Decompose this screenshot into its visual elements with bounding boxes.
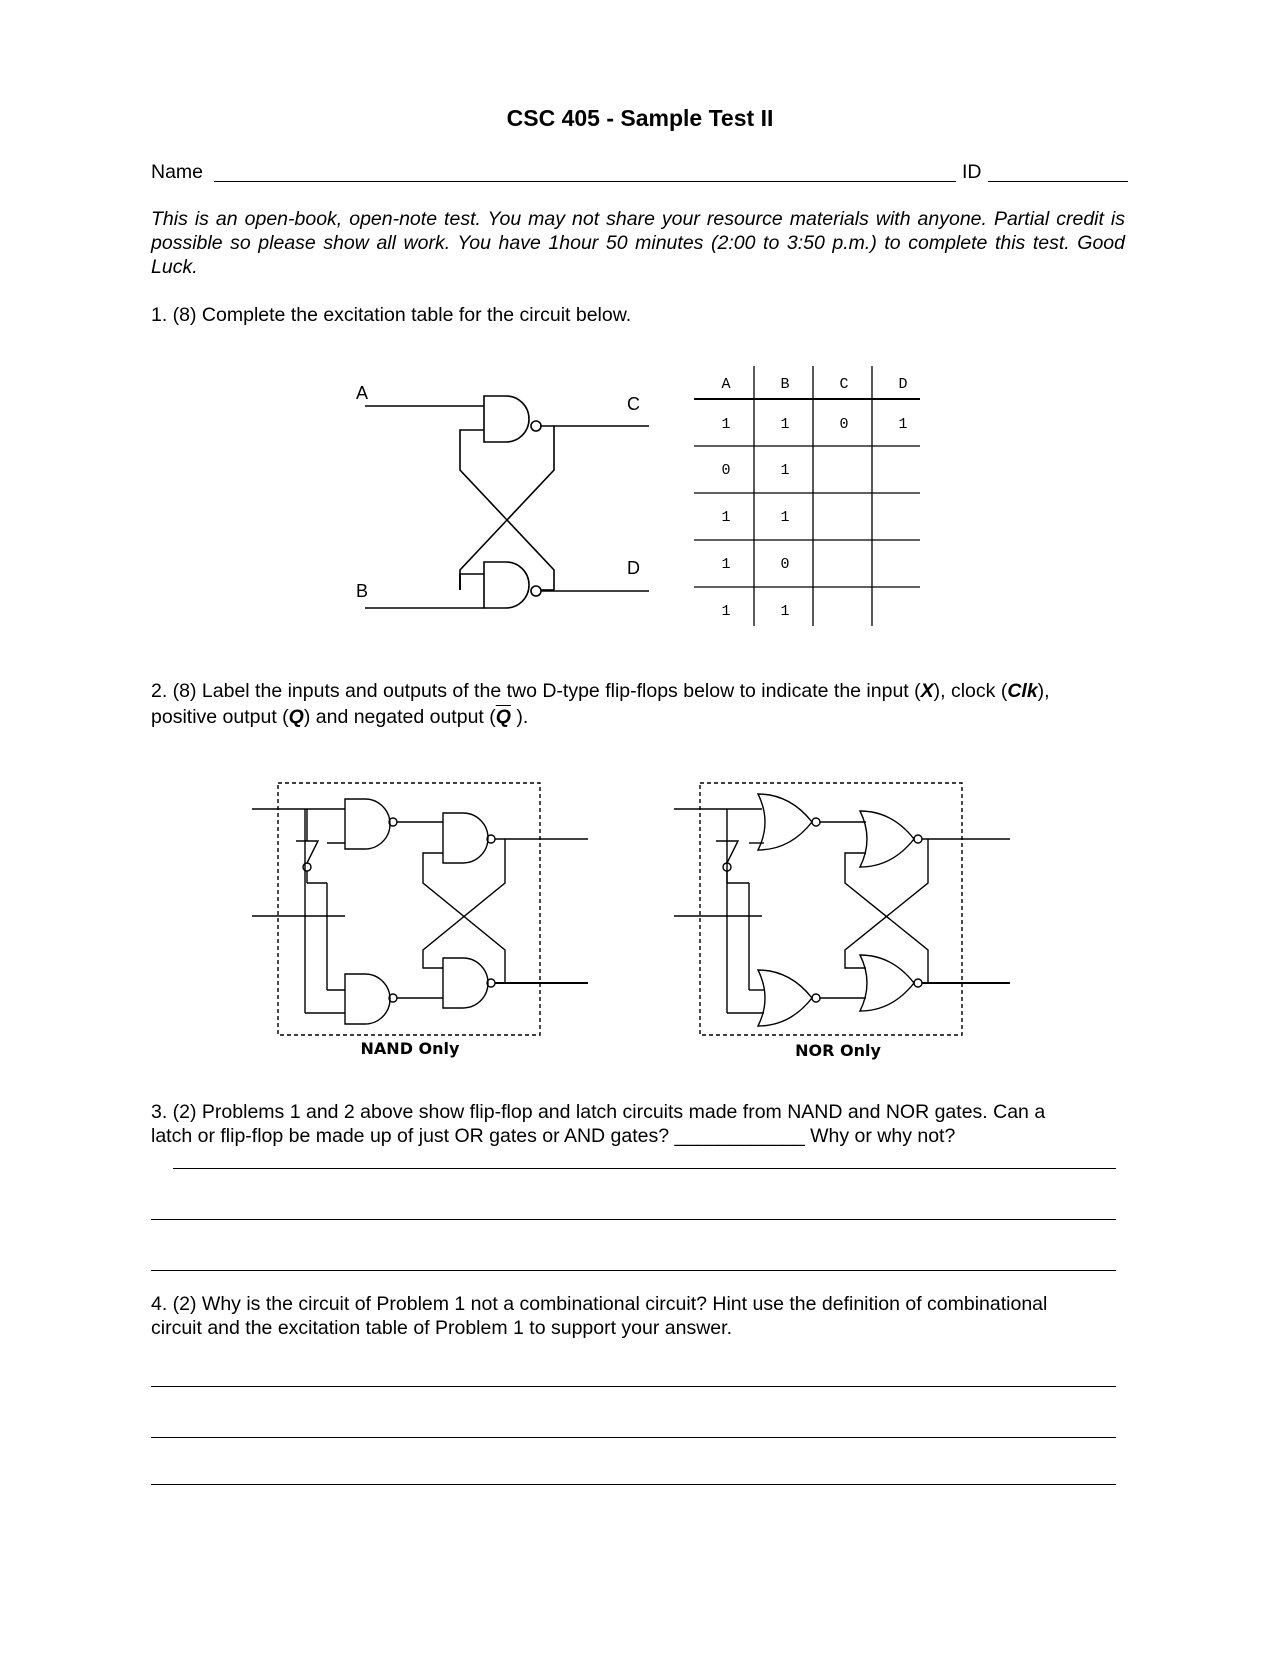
table-cell: 0	[780, 556, 790, 573]
table-cell: 1	[898, 416, 908, 433]
q3-answer-line-2[interactable]	[151, 1219, 1116, 1220]
q4-answer-line-2[interactable]	[151, 1437, 1116, 1438]
q4-line2: circuit and the excitation table of Problem 1 to support your answer.	[151, 1317, 732, 1339]
table-header-a: A	[721, 376, 731, 393]
q2-line2	[151, 705, 528, 730]
q3-line2-prefix: latch or flip-flop be made up of just OR gates or AND gates?	[151, 1125, 675, 1147]
q3-answer-line-1[interactable]	[173, 1168, 1116, 1169]
table-header-d: D	[898, 376, 908, 393]
q2-x-symbol: X	[920, 680, 934, 702]
q1-label-b: B	[356, 581, 369, 601]
table-cell: 1	[780, 462, 790, 479]
nor-caption: NOR Only	[795, 1041, 881, 1060]
nand-flip-flop	[252, 783, 588, 1035]
table-cell: 0	[839, 416, 849, 433]
bubble-icon	[531, 421, 541, 431]
q2-clk-symbol: Clk	[1007, 680, 1038, 702]
q2-line1	[151, 679, 1050, 704]
table-cells	[721, 376, 907, 620]
q3-blank[interactable]: ____________	[674, 1125, 805, 1147]
bubble-icon	[531, 586, 541, 596]
nand-caption: NAND Only	[360, 1039, 460, 1058]
q1-label-a: A	[356, 383, 369, 403]
instructions: This is an open-book, open-note test. You may not share your resource materials with anyone. Partial credit is possible so please show all work. You have 1hour 50 minutes (2:00 to 3:50 p.m.) to complete this test. Good Luck.	[151, 208, 1125, 278]
nor-flip-flop	[674, 783, 1010, 1035]
id-label: ID	[962, 161, 982, 183]
table-cell: 0	[721, 462, 731, 479]
table-header-c: C	[839, 376, 849, 393]
q1-circuit	[365, 396, 649, 608]
table-header-b: B	[780, 376, 790, 393]
nor-box	[700, 783, 962, 1035]
q3-line2-suffix: Why or why not?	[804, 1125, 956, 1147]
table-cell: 1	[780, 603, 790, 620]
q2-line2-suffix: ).	[510, 706, 529, 728]
excitation-table	[694, 366, 920, 626]
q1-text: 1. (8) Complete the excitation table for the circuit below.	[151, 304, 632, 326]
q4-line1: 4. (2) Why is the circuit of Problem 1 not a combinational circuit? Hint use the definition of combinational	[151, 1293, 1048, 1315]
nand-box	[278, 783, 540, 1035]
q3-answer-line-3[interactable]	[151, 1270, 1116, 1271]
table-cell: 1	[721, 603, 731, 620]
q2-line1-prefix: 2. (8) Label the inputs and outputs of the two D-type flip-flops below to indicate the input (	[151, 680, 921, 702]
q4-answer-line-3[interactable]	[151, 1484, 1116, 1485]
table-cell: 1	[780, 509, 790, 526]
q2-line2-prefix: positive output (	[151, 706, 289, 728]
q1-label-d: D	[627, 558, 640, 578]
name-label: Name	[151, 161, 204, 183]
q2-line1-mid: ), clock (	[933, 680, 1008, 702]
q2-qbar-symbol: $\overline{Q}$	[495, 706, 511, 728]
table-cell: 1	[721, 416, 731, 433]
q3-line2	[151, 1124, 955, 1149]
q3-line1: 3. (2) Problems 1 and 2 above show flip-flop and latch circuits made from NAND and NOR gates. Can a	[151, 1101, 1046, 1123]
page-title: CSC 405 - Sample Test II	[506, 105, 774, 131]
q4-answer-line-1[interactable]	[151, 1386, 1116, 1387]
q2-line2-mid: ) and negated output (	[303, 706, 496, 728]
q2-q-symbol: Q	[288, 706, 304, 728]
table-cell: 1	[721, 556, 731, 573]
table-cell: 1	[721, 509, 731, 526]
table-cell: 1	[780, 416, 790, 433]
q2-line1-suffix: ),	[1037, 680, 1050, 702]
q1-label-c: C	[627, 394, 640, 414]
